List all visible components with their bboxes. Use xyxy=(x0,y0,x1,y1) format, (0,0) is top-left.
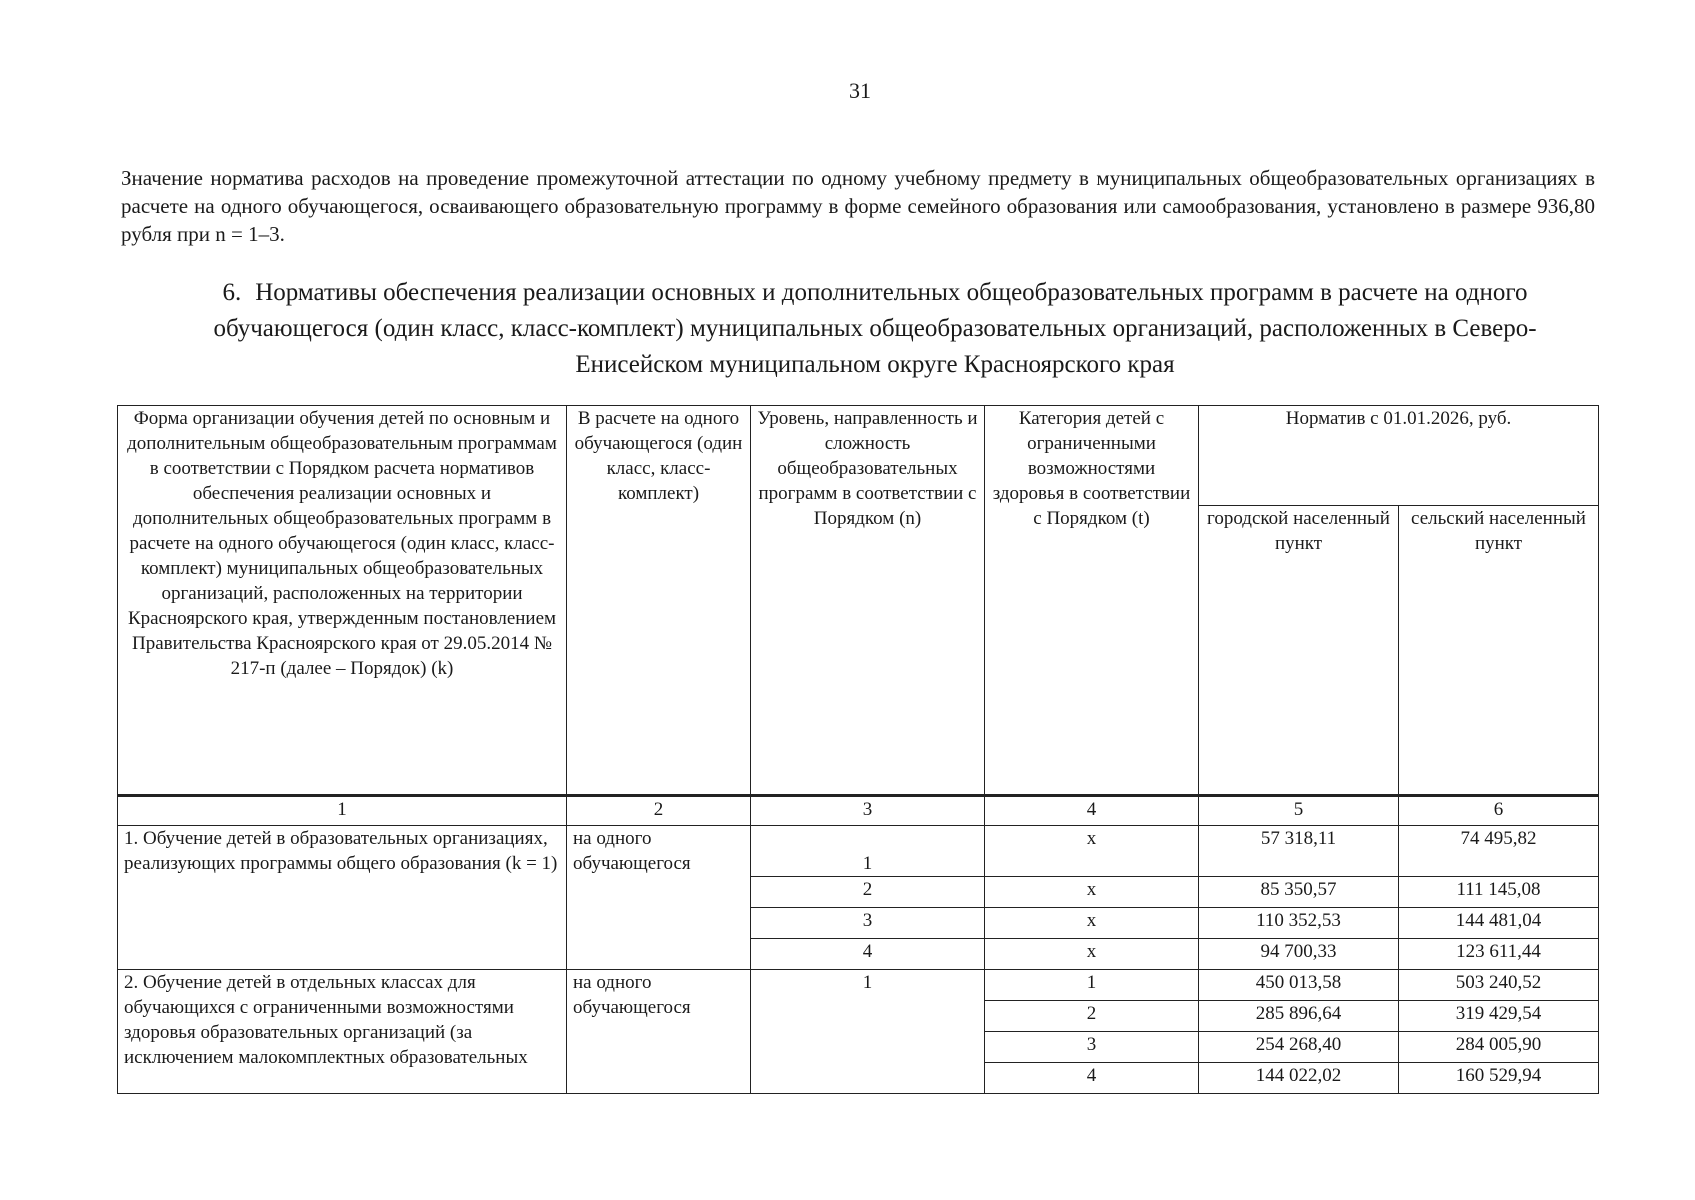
rural-value: 111 145,08 xyxy=(1399,877,1599,908)
category-cell: 2 xyxy=(985,1001,1199,1032)
header-per: В расчете на одного обучающегося (один класс, класс-комплект) xyxy=(567,406,751,796)
urban-value: 144 022,02 xyxy=(1199,1063,1399,1094)
column-number: 3 xyxy=(751,796,985,826)
group1-form: 1. Обучение детей в образовательных организациях, реализующих программы общего образования (k = 1) xyxy=(118,826,567,970)
group2-form: 2. Обучение детей в отдельных классах для обучающихся с ограниченными возможностями здоровья образовательных организаций (за исключением малокомплектных образовательных xyxy=(118,970,567,1094)
column-number-row xyxy=(118,796,1599,826)
rural-value: 503 240,52 xyxy=(1399,970,1599,1001)
category-cell: x xyxy=(985,826,1199,877)
urban-value: 254 268,40 xyxy=(1199,1032,1399,1063)
category-cell: x xyxy=(985,877,1199,908)
rural-value: 160 529,94 xyxy=(1399,1063,1599,1094)
level-cell: 1 xyxy=(751,970,985,1094)
header-urban: городской населенный пункт xyxy=(1199,506,1399,796)
header-form: Форма организации обучения детей по основным и дополнительным общеобразовательным программам в соответствии с Порядком расчета нормативов обеспечения реализации основных и дополнительных общеобразовательных программ в расчете на одного обучающегося (один класс, класс-комплект) муниципальных общеобразовательных организаций, расположенных на территории Красноярского края, утвержденным постановлением Правительства Красноярского края от 29.05.2014 № 217-п (далее – Порядок) (k) xyxy=(118,406,567,796)
category-cell: 1 xyxy=(985,970,1199,1001)
level-cell: 1 xyxy=(751,826,985,877)
intro-paragraph: Значение норматива расходов на проведение промежуточной аттестации по одному учебному предмету в муниципальных общеобразовательных организациях в расчете на одного обучающегося, осваивающего образовательную программу в форме семейного образования или самообразования, установлено в размере 936,80 рубля при n = 1–3. xyxy=(121,166,1595,246)
urban-value: 85 350,57 xyxy=(1199,877,1399,908)
urban-value: 450 013,58 xyxy=(1199,970,1399,1001)
group2-per: на одного обучающегося xyxy=(567,970,751,1094)
urban-value: 94 700,33 xyxy=(1199,939,1399,970)
column-number: 1 xyxy=(118,796,567,826)
column-number: 6 xyxy=(1399,796,1599,826)
header-category: Категория детей с ограниченными возможностями здоровья в соответствии с Порядком (t) xyxy=(985,406,1199,796)
group1-per: на одного обучающегося xyxy=(567,826,751,970)
urban-value: 285 896,64 xyxy=(1199,1001,1399,1032)
level-cell: 3 xyxy=(751,908,985,939)
header-norm: Норматив с 01.01.2026, руб. xyxy=(1199,406,1599,506)
table-row xyxy=(118,970,1599,1001)
rural-value: 319 429,54 xyxy=(1399,1001,1599,1032)
category-cell: 4 xyxy=(985,1063,1199,1094)
section-title: Нормативы обеспечения реализации основных и дополнительных общеобразовательных программ в расчете на одного обучающегося (один класс, класс-комплект) муниципальных общеобразовательных организаций, расположенных в Северо-Енисейском муниципальном округе Красноярского края xyxy=(213,279,1537,378)
category-cell: x xyxy=(985,939,1199,970)
page-number: 31 xyxy=(849,78,871,103)
rural-value: 284 005,90 xyxy=(1399,1032,1599,1063)
section-heading xyxy=(150,275,1600,383)
urban-value: 57 318,11 xyxy=(1199,826,1399,877)
category-cell: x xyxy=(985,908,1199,939)
column-number: 2 xyxy=(567,796,751,826)
norms-table xyxy=(117,405,1599,1094)
rural-value: 74 495,82 xyxy=(1399,826,1599,877)
column-number: 4 xyxy=(985,796,1199,826)
header-rural: сельский населенный пункт xyxy=(1399,506,1599,796)
level-cell: 2 xyxy=(751,877,985,908)
column-number: 5 xyxy=(1199,796,1399,826)
header-level: Уровень, направленность и сложность общеобразовательных программ в соответствии с Порядком (n) xyxy=(751,406,985,796)
urban-value: 110 352,53 xyxy=(1199,908,1399,939)
section-number: 6. xyxy=(222,279,242,306)
category-cell: 3 xyxy=(985,1032,1199,1063)
rural-value: 123 611,44 xyxy=(1399,939,1599,970)
table-row xyxy=(118,826,1599,877)
rural-value: 144 481,04 xyxy=(1399,908,1599,939)
level-cell: 4 xyxy=(751,939,985,970)
